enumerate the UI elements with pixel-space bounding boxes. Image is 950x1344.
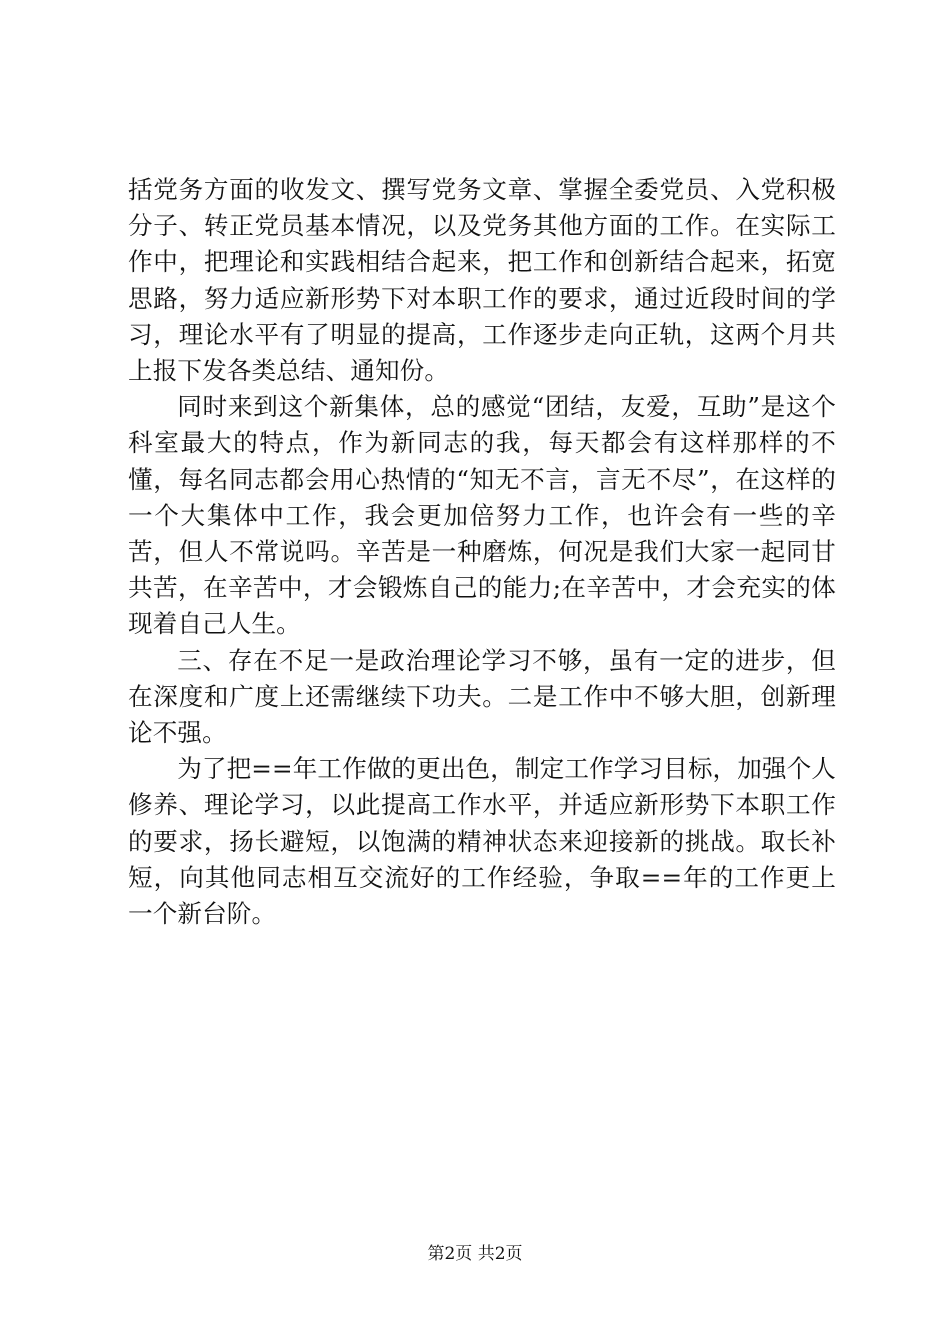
paragraph-goals: 为了把==年工作做的更出色，制定工作学习目标，加强个人修养、理论学习，以此提高工作水平，并适应新形势下本职工作的要求，扬长避短，以饱满的精神状态来迎接新的挑战。取长补短，向其他同志相互交流好的工作经验，争取==年的工作更上一个新台阶。 xyxy=(128,754,836,929)
paragraph-collective: 同时来到这个新集体，总的感觉“团结，友爱，互助”是这个科室最大的特点，作为新同志的我，每天都会有这样那样的不懂，每名同志都会用心热情的“知无不言，言无不尽”，在这样的一个大集体中工作，我会更加倍努力工作，也许会有一些的辛苦，但人不常说吗。辛苦是一种磨炼，何况是我们大家一起同甘共苦，在辛苦中，才会锻炼自己的能力;在辛苦中，才会充实的体现着自己人生。 xyxy=(128,392,836,639)
page-footer: 第2页 共2页 xyxy=(427,1244,523,1264)
paragraph-shortcomings: 三、存在不足一是政治理论学习不够，虽有一定的进步，但在深度和广度上还需继续下功夫。二是工作中不够大胆，创新理论不强。 xyxy=(128,645,836,748)
paragraph-continuation: 括党务方面的收发文、撰写党务文章、掌握全委党员、入党积极分子、转正党员基本情况，以及党务其他方面的工作。在实际工作中，把理论和实践相结合起来，把工作和创新结合起来，拓宽思路，努力适应新形势下对本职工作的要求，通过近段时间的学习，理论水平有了明显的提高，工作逐步走向正轨，这两个月共上报下发各类总结、通知份。 xyxy=(128,175,836,386)
document-body xyxy=(128,172,836,932)
